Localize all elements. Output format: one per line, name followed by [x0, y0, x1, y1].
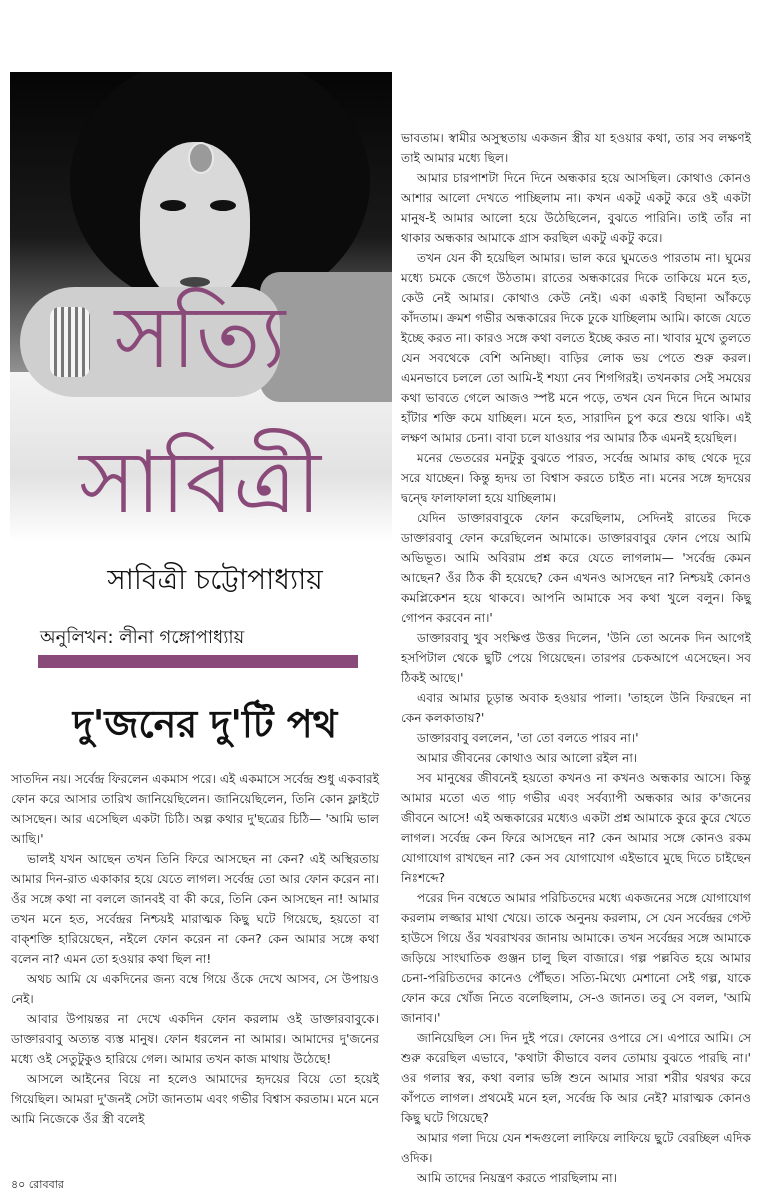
article-author: সাবিত্রী চট্টোপাধ্যায়	[107, 563, 323, 596]
paragraph: জানিয়েছিল সে। দিন দুই পরে। ফোনের ওপারে সে। এপারে আমি। সে শুরু করেছিল এভাবে, 'কথাটা কীভাবে বলব তোমায় বুঝতে পারছি না।' ওর গলার স্বর, কথা বলার ভঙ্গি শুনে আমার সারা শরীর থরথর করে কাঁপতে লাগল। প্রথমেই মনে হল, সর্বেন্দ্র কি আর নেই? মারাত্মক কোনও কিছু ঘটে গিয়েছে?	[401, 1031, 751, 1125]
article-title-line-2: সাবিত্রী	[78, 433, 321, 533]
paragraph: আসলে আইনের বিয়ে না হলেও আমাদের হৃদয়ের বিয়ে তো হয়েই গিয়েছিল। আমরা দু'জনই সেটা জানতাম এবং গভীর বিশ্বাস করতাম। মনে মনে আমি নিজেকে ওঁর স্ত্রী বলেই	[11, 1072, 379, 1126]
accent-divider	[38, 655, 358, 668]
paragraph: যেদিন ডাক্তারবাবুকে ফোন করেছিলাম, সেদিনই রাতের দিকে ডাক্তারবাবু ফোন করেছিলেন আমাকে। ডাক্তারবাবুর ফোন পেয়ে আমি অভিভূত। আমি অবিরাম প্রশ্ন করে যেতে লাগলাম— 'সর্বেন্দ্র কেমন আছেন? ওঁর ঠিক কী হয়েছে? কেন এখনও আসছেন না? নিশ্চয়ই কোনও কমপ্লিকেশন হয়ে থাকবে। আপনি আমাকে সব কথা খুলে বলুন। কিছু গোপন করবেন না।'	[401, 511, 751, 625]
paragraph: সব মানুষের জীবনেই হয়তো কখনও না কখনও অন্ধকার আসে। কিন্তু আমার মতো এত গাঢ় গভীর এবং সর্বব্যাপী অন্ধকার আর ক'জনের জীবনে আসে! এই অন্ধকারের মধ্যেও একটা প্রশ্ন আমাকে কুরে কুরে খেতে লাগল। সর্বেন্দ্র কেন ফিরে আসছেন না? কেন আমার সঙ্গে কোনও রকম যোগাযোগ রাখছেন না? কেন সব যোগাযোগ এইভাবে মুছে দিতে চাইছেন নিঃশব্দে?	[401, 771, 751, 885]
article-subheading: দু'জনের দু'টি পথ	[72, 701, 338, 746]
photo-lips	[180, 277, 210, 287]
paragraph: আবার উপায়ন্তর না দেখে একদিন ফোন করলাম ওই ডাক্তারবাবুকে। ডাক্তারবাবু অত্যন্ত ব্যস্ত মানুষ। ফোন ধরলেন না আমার। আমাদের দু'জনের মধ্যে ওই সেতুটুকুও হারিয়ে গেল। আমার তখন কাজ মাথায় উঠেছে!	[11, 1012, 379, 1066]
paragraph: আমার জীবনের কোথাও আর আলো রইল না।	[417, 751, 638, 765]
paragraph: এবার আমার চূড়ান্ত অবাক হওয়ার পালা। 'তাহলে উনি ফিরছেন না কেন কলকাতায়?'	[401, 691, 751, 725]
paragraph: ডাক্তারবাবু বললেন, 'তা তো বলতে পারব না।'	[417, 731, 639, 745]
photo-right-eye	[210, 200, 236, 211]
paragraph: আমার চারপাশটা দিনে দিনে অন্ধকার হয়ে আসছিল। কোথাও কোনও আশার আলো দেখতে পাচ্ছিলাম না। কখন একটু একটু করে ওই একটা মানুষ-ই আমার আলো হয়ে উঠেছিলেন, বুঝতে পারিনি। তাই তাঁর না থাকার অন্ধকার আমাকে গ্রাস করছিল একটু একটু করে।	[401, 171, 751, 245]
paragraph: আমার গলা দিয়ে যেন শব্দগুলো লাফিয়ে লাফিয়ে ছুটে বেরচ্ছিল এদিক ওদিক।	[401, 1131, 751, 1165]
article-title-line-1: সত্যি	[114, 288, 286, 388]
paragraph: তখন যেন কী হয়েছিল আমার। ভাল করে ঘুমতেও পারতাম না। ঘুমের মধ্যে চমকে জেগে উঠতাম। রাতের অন্ধকারের দিকে তাকিয়ে মনে হত, কেউ নেই আমার। কোথাও কেউ নেই। একা একাই বিছানা আঁকড়ে কাঁদতাম। ক্রমশ গভীর অন্ধকারের দিকে ঢুকে যাচ্ছিলাম আমি। কাজে যেতে ইচ্ছে করত না। কারও সঙ্গে কথা বলতে ইচ্ছে করত না। খাবার মুখে তুলতে যেন সবথেকে বেশি অনিচ্ছা। বাড়ির লোক ভয় পেতে শুরু করল। এমনভাবে চললে তো আমি-ই শয্যা নেব শিগগিরই। তখনকার সেই সময়ের কথা ভাবতে গেলে আজও স্পষ্ট মনে পড়ে, তখন যেন দিনে দিনে আমার হাঁটার শক্তি কমে যাচ্ছিল। মনে হত, সারাদিন চুপ করে শুয়ে থাকি। এই লক্ষণ আমার চেনা। বাবা চলে যাওয়ার পর আমার ঠিক এমনই হয়েছিল।	[401, 251, 751, 445]
paragraph: আমি তাদের নিয়ন্ত্রণ করতে পারছিলাম না।	[417, 1171, 617, 1185]
article-translator: অনুলিখন: লীনা গঙ্গোপাধ্যায়	[40, 627, 245, 648]
page-footer	[11, 1176, 64, 1195]
page-number: ৪০	[11, 1178, 26, 1191]
photo-forehead-ornament	[188, 142, 214, 174]
paragraph: সাতদিন নয়। সর্বেন্দ্র ফিরলেন একমাস পরে। এই একমাসে সর্বেন্দ্র শুধু একবারই ফোন করে আসার তারিখ জানিয়েছিলেন। জানিয়েছিলেন, তিনি কোন ফ্লাইটে আসছেন। আর এসেছিল একটা চিঠি। অল্প কথার দু'ছত্রের চিঠি— 'আমি ভাল আছি।'	[11, 772, 379, 846]
magazine-name: রোববার	[28, 1178, 64, 1191]
paragraph: ভাবতাম। স্বামীর অসুস্থতায় একজন স্ত্রীর যা হওয়ার কথা, তার সব লক্ষণই তাই আমার মধ্যে ছিল।	[401, 131, 751, 165]
paragraph: ভালই যখন আছেন তখন তিনি ফিরে আসছেন না কেন? এই অস্থিরতায় আমার দিন-রাত একাকার হয়ে যেতে লাগল। সর্বেন্দ্র তো আর ফোন করেন না। ওঁর সঙ্গে কথা না বললে জানবই বা কী করে, তিনি কেন আসছেন না! আমার তখন মনে হত, সর্বেন্দ্রর নিশ্চয়ই মারাত্মক কিছু ঘটে গিয়েছে, হয়তো বা বাক্‌শক্তি হারিয়েছেন, নইলে ফোন করেন না কেন? কেন আমার সঙ্গে কথা বলেন না? এমন তো হওয়ার কথা ছিল না!	[11, 852, 379, 966]
paragraph: পরের দিন বম্বেতে আমার পরিচিতদের মধ্যে একজনের সঙ্গে যোগাযোগ করলাম লজ্জার মাথা খেয়ে। তাকে অনুনয় করলাম, সে যেন সর্বেন্দ্রর গেস্ট হাউসে গিয়ে ওঁর খবরাখবর জানায় আমাকে। তখন সর্বেন্দ্রর সঙ্গে আমাকে জড়িয়ে সাংঘাতিক গুঞ্জন চালু ছিল বাজারে। গল্প পল্লবিত হয়ে আমার চেনা-পরিচিতদের কানেও পৌঁছত। সত্যি-মিথ্যে মেশানো সেই গল্প, যাকে ফোন করে খোঁজ নিতে বলেছিলাম, সে-ও জানত। তবু সে বলল, 'আমি জানাব।'	[401, 891, 751, 1025]
photo-left-eye	[160, 200, 186, 211]
paragraph: ডাক্তারবাবু খুব সংক্ষিপ্ত উত্তর দিলেন, 'উনি তো অনেক দিন আগেই হসপিটাল থেকে ছুটি পেয়ে গিয়েছেন। তারপর চেকআপে এসেছেন। সব ঠিকই আছে।'	[401, 631, 751, 685]
right-text-column	[401, 128, 751, 1188]
paragraph: অথচ আমি যে একদিনের জন্য বম্বে গিয়ে ওঁকে দেখে আসব, সে উপায়ও নেই।	[11, 972, 379, 1006]
paragraph: মনের ভেতরের মনটুকু বুঝতে পারত, সর্বেন্দ্র আমার কাছ থেকে দূরে সরে যাচ্ছেন। কিন্তু হৃদয় তা বিশ্বাস করতে চাইত না। মনের সঙ্গে হৃদয়ের দ্বন্দ্বে ফালাফালা হয়ে যাচ্ছিলাম।	[401, 451, 751, 505]
left-text-column	[11, 769, 379, 1129]
